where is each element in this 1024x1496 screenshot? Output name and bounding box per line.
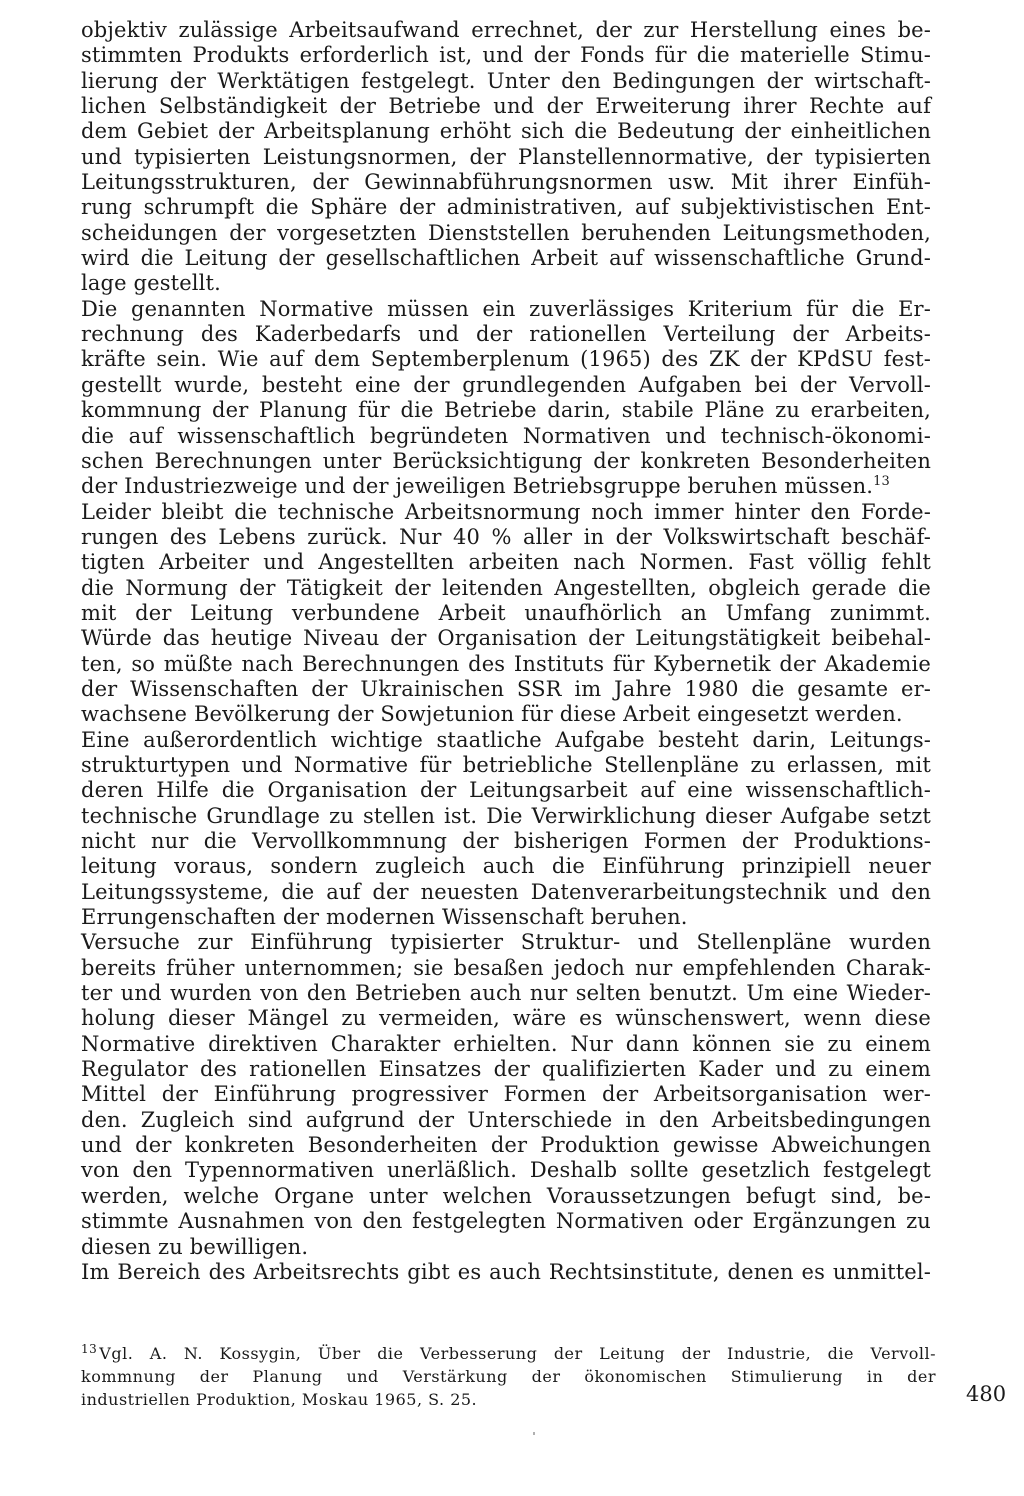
text-line: Die genannten Normative müssen ein zuverlässiges Kriterium für die Er- [81,296,931,321]
text-line: rung schrumpft die Sphäre der administrativen, auf subjektivistischen Ent- [81,195,931,220]
text-line: Errungenschaften der modernen Wissenschaft beruhen. [81,905,688,930]
text-line: kräfte sein. Wie auf dem Septemberplenum (1965) des ZK der KPdSU fest- [81,347,931,372]
text-line: Würde das heutige Niveau der Organisation der Leitungstätigkeit beibehal- [81,626,931,651]
text-line: kommnung der Planung für die Betriebe darin, stabile Pläne zu erarbeiten, [81,398,931,423]
text-line-with-footnote-ref [81,474,931,499]
text-line: gestellt wurde, besteht eine der grundlegenden Aufgaben bei der Vervoll- [81,372,931,397]
text-line: Leider bleibt die technische Arbeitsnormung noch immer hinter den Forde- [81,499,931,524]
text-line: tigten Arbeiter und Angestellten arbeiten nach Normen. Fast völlig fehlt [81,550,931,575]
text-line: strukturtypen und Normative für betriebliche Stellenpläne zu erlassen, mit [81,752,931,777]
body-text [81,18,931,1285]
text-line: rungen des Lebens zurück. Nur 40 % aller in der Volkswirtschaft beschäf- [81,524,931,549]
footnote-number: 13 [81,1341,98,1356]
text-line: holung dieser Mängel zu vermeiden, wäre es wünschenswert, wenn diese [81,1006,931,1031]
text-line: mit der Leitung verbundene Arbeit unaufhörlich an Umfang zunimmt. [81,600,931,625]
text-line: dem Gebiet der Arbeitsplanung erhöht sich die Bedeutung der einheitlichen [81,119,931,144]
text-line: Mittel der Einführung progressiver Formen der Arbeitsorganisation wer- [81,1082,931,1107]
footnote-line-content: Vgl. A. N. Kossygin, Über die Verbesserung der Leitung der Industrie, die Vervoll- [99,1344,936,1363]
text-line: leitung voraus, sondern zugleich auch die Einführung prinzipiell neuer [81,854,931,879]
text-line: technische Grundlage zu stellen ist. Die Verwirklichung dieser Aufgabe setzt [81,803,931,828]
text-line: nicht nur die Vervollkommnung der bisherigen Formen der Produktions- [81,829,931,853]
text-line: werden, welche Organe unter welchen Voraussetzungen befugt sind, be- [81,1183,931,1208]
footnote-reference: 13 [873,474,890,490]
text-line: lichen Selbständigkeit der Betriebe und der Erweiterung ihrer Rechte auf [81,94,931,119]
text-line: diesen zu bewilligen. [81,1234,309,1259]
footnote [81,1342,936,1411]
text-line: scheidungen der vorgesetzten Dienststellen beruhenden Leitungsmethoden, [81,220,931,245]
text-line: den. Zugleich sind aufgrund der Unterschiede in den Arbeitsbedingungen [81,1107,931,1132]
footnote-line: kommnung der Planung und Verstärkung der ökonomischen Stimulierung in der [81,1367,936,1386]
text-line: Leitungsstrukturen, der Gewinnabführungsnormen usw. Mit ihrer Einfüh- [81,170,931,195]
footnote-line: industriellen Produktion, Moskau 1965, S. 25. [81,1390,478,1409]
text-line: Versuche zur Einführung typisierter Struktur- und Stellenpläne wurden [81,930,931,955]
page-number: 480 [966,1382,1007,1406]
text-line: schen Berechnungen unter Berücksichtigung der konkreten Besonderheiten [81,448,931,473]
text-line: bereits früher unternommen; sie besaßen jedoch nur empfehlenden Charak- [81,955,931,980]
text-line: die auf wissenschaftlich begründeten Normativen und technisch-ökonomi- [81,423,931,448]
text-line: lierung der Werktätigen festgelegt. Unter den Bedingungen der wirtschaft- [81,68,931,93]
text-line: Normative direktiven Charakter erhielten. Nur dann können sie zu einem [81,1031,931,1056]
text-line: objektiv zulässige Arbeitsaufwand errechnet, der zur Herstellung eines be- [81,18,931,42]
text-line-content: der Industriezweige und der jeweiligen Betriebsgruppe beruhen müssen. [81,474,874,499]
scan-speck [533,1432,535,1435]
text-line: und der konkreten Besonderheiten der Produktion gewisse Abweichungen [81,1133,931,1158]
text-line: wachsene Bevölkerung der Sowjetunion für diese Arbeit eingesetzt werden. [81,702,903,727]
text-line: und typisierten Leistungsnormen, der Planstellennormative, der typisierten [81,144,931,169]
text-line: ter und wurden von den Betrieben auch nur selten benutzt. Um eine Wieder- [81,981,931,1006]
text-line: von den Typennormativen unerläßlich. Deshalb sollte gesetzlich festgelegt [81,1158,931,1183]
text-line: deren Hilfe die Organisation der Leitungsarbeit auf eine wissenschaftlich- [81,778,931,803]
text-line: wird die Leitung der gesellschaftlichen Arbeit auf wissenschaftliche Grund- [81,246,931,271]
text-line: die Normung der Tätigkeit der leitenden Angestellten, obgleich gerade die [81,575,931,600]
text-line: Regulator des rationellen Einsatzes der qualifizierten Kader und zu einem [81,1057,931,1082]
text-line: der Wissenschaften der Ukrainischen SSR im Jahre 1980 die gesamte er- [81,676,931,701]
text-line: stimmten Produkts erforderlich ist, und der Fonds für die materielle Stimu- [81,43,931,68]
text-line: stimmte Ausnahmen von den festgelegten Normativen oder Ergänzungen zu [81,1209,931,1234]
footnote-line [81,1342,936,1365]
text-line: Im Bereich des Arbeitsrechts gibt es auch Rechtsinstitute, denen es unmittel- [81,1259,931,1284]
text-line: rechnung des Kaderbedarfs und der rationellen Verteilung der Arbeits- [81,322,931,347]
text-line: ten, so müßte nach Berechnungen des Instituts für Kybernetik der Akademie [81,651,931,676]
text-line: lage gestellt. [81,271,221,296]
text-line: Eine außerordentlich wichtige staatliche Aufgabe besteht darin, Leitungs- [81,727,931,752]
text-line: Leitungssysteme, die auf der neuesten Datenverarbeitungstechnik und den [81,879,931,904]
